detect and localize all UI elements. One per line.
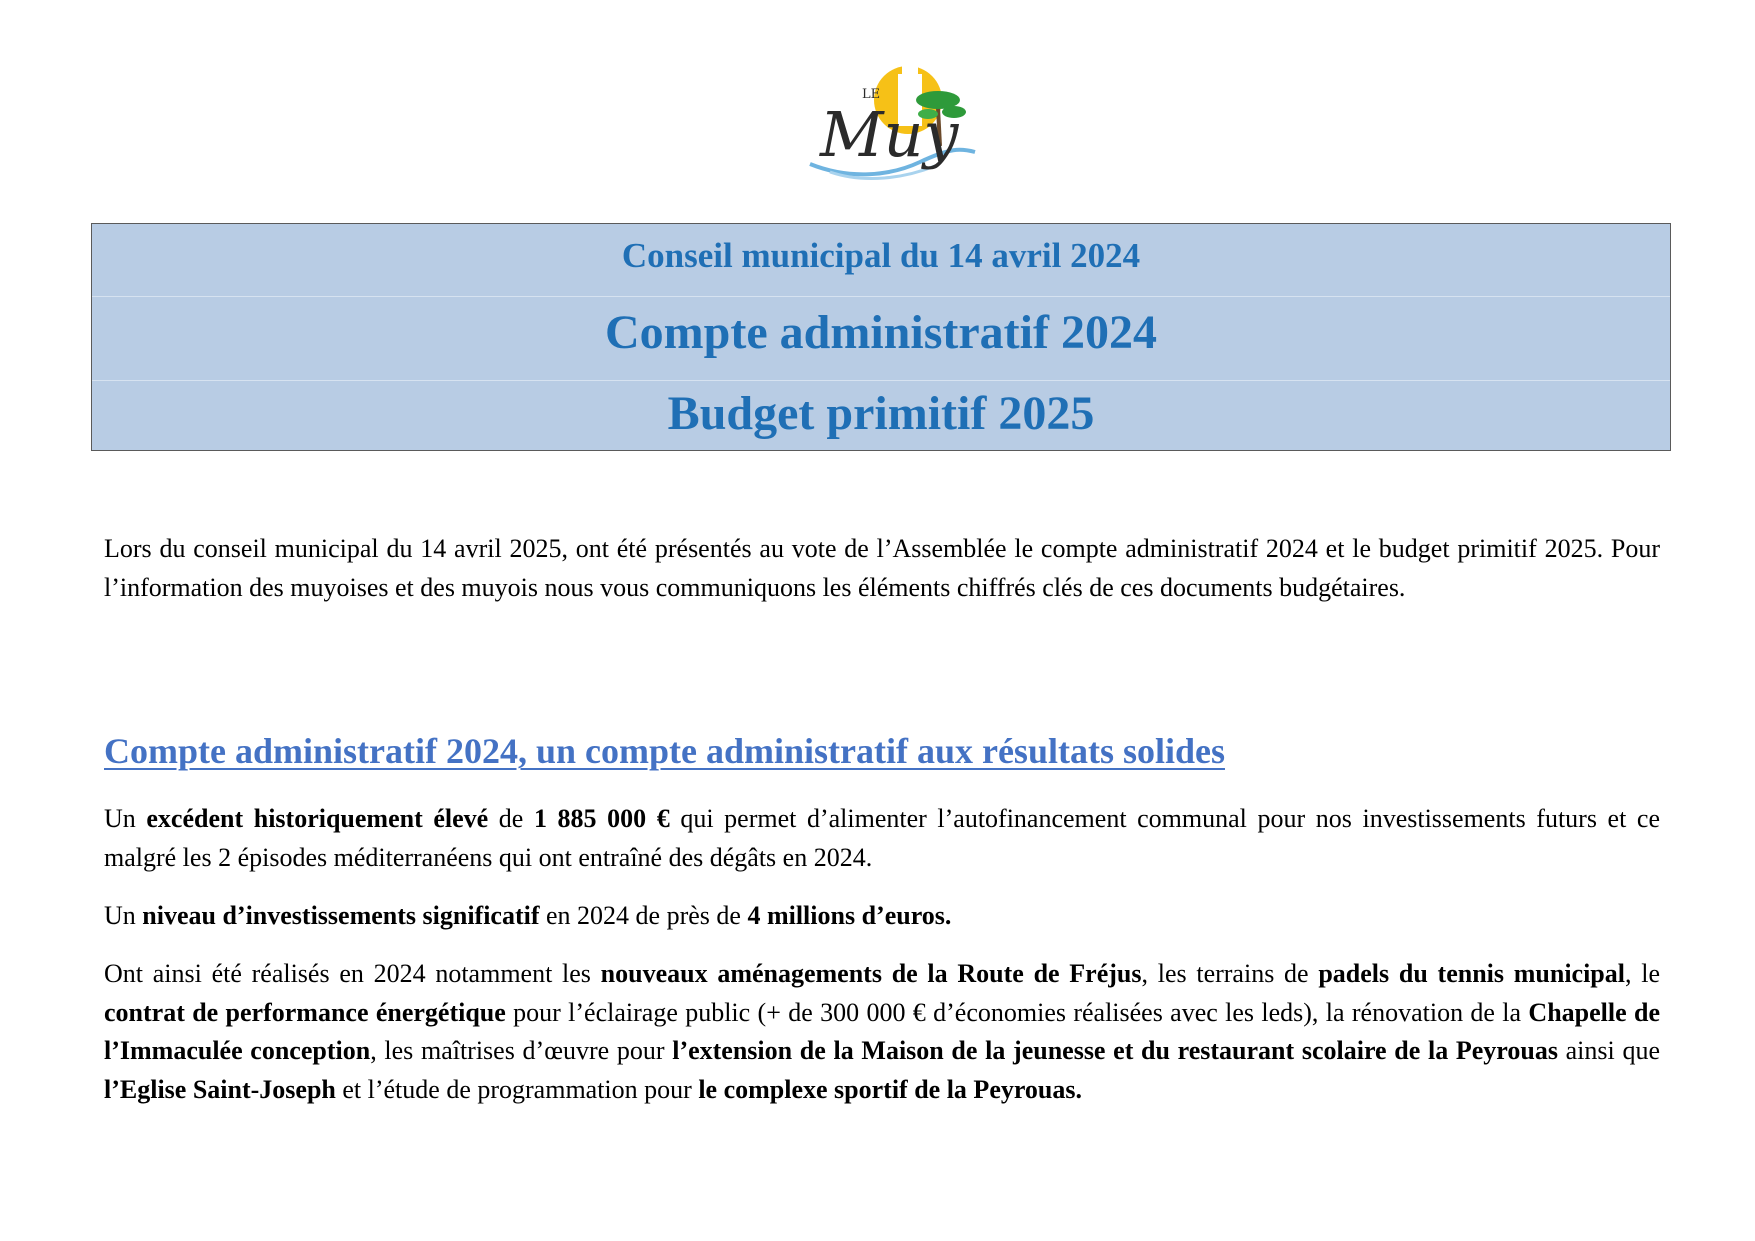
section-heading: Compte administratif 2024, un compte administratif aux résultats solides xyxy=(104,731,1225,771)
paragraph-excedent: Un excédent historiquement élevé de 1 885 000 € qui permet d’alimenter l’autofinancement communal pour nos investissements futurs et ce malgré les 2 épisodes méditerranéens qui ont entraîné des dégâts en 2024. xyxy=(104,804,1660,872)
bold-excedent: excédent historiquement élevé xyxy=(146,804,489,833)
council-date-heading: Conseil municipal du 14 avril 2024 xyxy=(621,236,1141,275)
intro-paragraph: Lors du conseil municipal du 14 avril 2025, ont été présentés au vote de l’Assemblée le compte administratif 2024 et le budget primitif 2025. Pour l’information des muyoises et des muyois nous vous communiquons les éléments chiffrés clés de ces documents budgétaires. xyxy=(104,534,1660,602)
paragraph-realisations: Ont ainsi été réalisés en 2024 notamment les nouveaux aménagements de la Route de Fréjus, les terrains de padels du tennis municipal, le contrat de performance énergétique pour l’éclairage public (+ de 300 000 € d’économies réalisées avec les leds), la rénovation de la Chapelle de l’Immaculée conception, les maîtrises d’œuvre pour l’extension de la Maison de la jeunesse et du restaurant scolaire de la Peyrouas ainsi que l’Eglise Saint-Joseph et l’étude de programmation pour le complexe sportif de la Peyrouas. xyxy=(104,959,1660,1104)
bold-padels: padels du tennis municipal xyxy=(1318,959,1625,988)
title-budget-primitif: Budget primitif 2025 xyxy=(667,387,1095,440)
bold-investissements: niveau d’investissements significatif xyxy=(142,901,540,930)
le-muy-logo xyxy=(770,48,1000,188)
logo-wordmark: Muy xyxy=(820,98,959,171)
bold-eglise: l’Eglise Saint-Joseph xyxy=(104,1074,336,1104)
bold-chapelle: Chapelle de l’Immaculée conception xyxy=(104,997,1660,1065)
logo-prefix: LE xyxy=(862,87,881,102)
paragraph-investissements: Un niveau d’investissements significatif en 2024 de près de 4 millions d’euros. xyxy=(104,901,952,930)
title-compte-administratif: Compte administratif 2024 xyxy=(605,306,1157,359)
bold-maison-jeunesse: l’extension de la Maison de la jeunesse et du restaurant scolaire de la Peyrouas xyxy=(672,1036,1558,1065)
bold-route-frejus: nouveaux aménagements de la Route de Fréjus xyxy=(600,959,1142,988)
bold-contrat: contrat de performance énergétique xyxy=(104,997,506,1027)
title-banner xyxy=(91,223,1671,451)
bold-millions: 4 millions d’euros. xyxy=(747,901,952,930)
bold-amount: 1 885 000 € xyxy=(533,804,670,833)
bold-complexe-sportif: le complexe sportif de la Peyrouas. xyxy=(698,1074,1083,1104)
le-muy-logo-graphic xyxy=(770,48,1000,188)
